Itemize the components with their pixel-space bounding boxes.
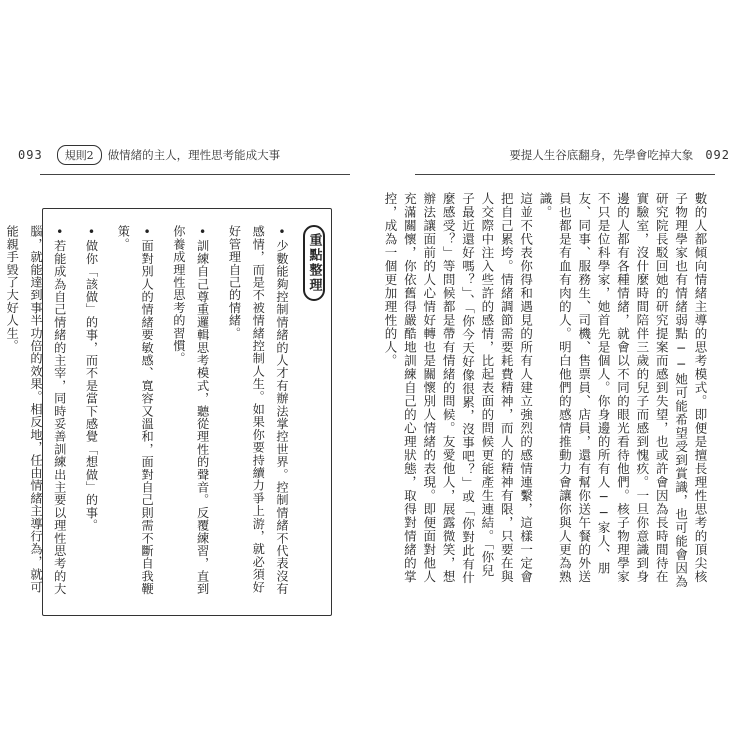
key-points-list — [5, 225, 293, 605]
right-page-body — [383, 192, 710, 590]
bullet-dot-icon: • — [52, 225, 67, 240]
bullet-item: •少數能夠控制情緒的人才有辦法掌控世界。控制情緒不代表沒有感情，而是不被情緒控制人生。如果你要持續力爭上游，就必須好好管理自己的情緒。 — [222, 225, 293, 605]
running-title: 要提人生谷底翻身，先學會吃掉大象 — [509, 148, 694, 162]
bullet-dot-icon: • — [140, 225, 155, 240]
key-points-tag: 重點整理 — [303, 225, 325, 301]
bullet-item: •做你「該做」的事，而不是當下感覺「想做」的事。 — [79, 225, 103, 605]
bullet-dot-icon: • — [195, 225, 210, 240]
bullet-item: •訓練自己尊重邏輯思考模式，聽從理性的聲音。反覆練習，直到你養成理性思考的習慣。 — [166, 225, 214, 605]
bullet-dot-icon: • — [84, 225, 99, 240]
body-paragraph: 這並不代表你得和遇見的所有人建立強烈的感情連繫，這樣一定會把自己累垮。情緒調節需要耗費精神，而人的精神有限，只要在與人交際中注入些許的感情，比起表面的問候更能產生連結。「你兒子最近還好嗎？」、「你今天好像很累，沒事吧？」或「你對此有什麼感受？」等問候都是帶有情緒的問候。友愛他人，展露微笑，想辦法讓面前的人心情好轉也是關懷別人情緒的表現。即便面對他人充滿關懷，你依舊得嚴酷地訓練自己的心理狀態，取得對情緒的掌控，成為一個更加理性的人。 — [383, 192, 534, 585]
left-header-divider — [40, 174, 350, 175]
left-page-header — [18, 144, 280, 166]
key-points-box — [5, 208, 332, 616]
bullet-item: •若能成為自己情緒的主宰，同時妥善訓練出主要以理性思考的大腦，就能達到事半功倍的效果。相反地，任由情緒主導行為，就可能親手毀了大好人生。 — [0, 225, 71, 605]
right-header-divider — [415, 174, 715, 175]
left-page-number: 093 — [18, 148, 43, 162]
bullet-dot-icon: • — [275, 225, 289, 240]
bullet-item: •面對別人的情緒要敏感、寬容又溫和，面對自己則需不斷自我鞭策。 — [111, 225, 159, 605]
body-paragraph: 數的人都傾向情緒主導的思考模式。即便是擅長理性思考的頂尖核子物理學家也有情緒弱點──她可能希望受到賞識，也可能會因為研究院長駁回她的研究提案而感到失望，也或許會因為長時間待在實驗室，沒什麼時間陪伴三歲的兒子而感到愧疚。一旦你意識到身邊的人都有各種情緒，就會以不同的眼光看待他們。核子物理學家不只是位科學家，她首先是個人。你身邊的所有人──家人、朋友、同事、服務生、司機、售票員、店員，還有幫你送午餐的外送員也都是有血有肉的人。明白他們的感情推動力會讓你與人更為熟識。 — [538, 192, 708, 589]
chapter-title: 做情緒的主人，理性思考能成大事 — [107, 148, 281, 162]
rule-badge: 規則2 — [57, 145, 102, 165]
right-page-header — [509, 144, 730, 166]
right-page-number: 092 — [705, 148, 730, 162]
